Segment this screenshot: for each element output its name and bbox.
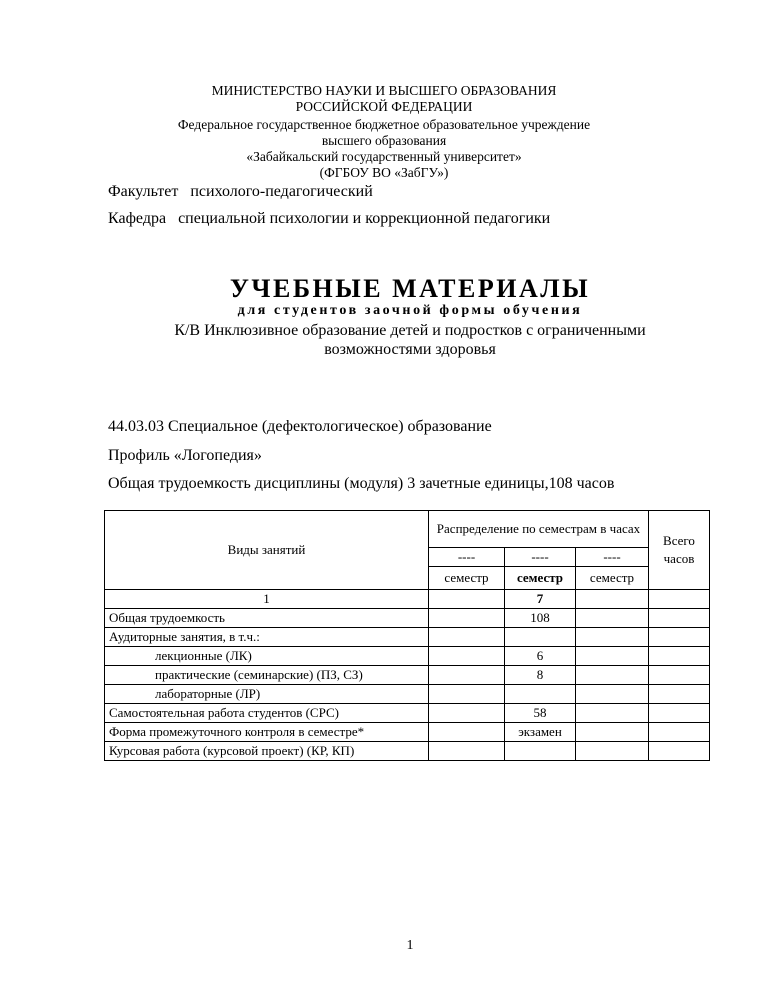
profile-line: Профиль «Логопедия»: [108, 447, 262, 464]
semester-dash: ----: [429, 548, 505, 567]
federation-heading: РОССИЙСКОЙ ФЕДЕРАЦИИ: [295, 99, 473, 114]
row-label: практические (семинарские) (ПЗ, СЗ): [105, 666, 429, 685]
faculty-label: Факультет: [108, 183, 179, 200]
col-total-header: Всего часов: [649, 511, 710, 590]
empty-cell: [649, 609, 710, 628]
empty-cell: [649, 704, 710, 723]
institution-type-line-2: высшего образования: [321, 133, 447, 148]
empty-cell: [649, 742, 710, 761]
program-line: 44.03.03 Специальное (дефектологическое) образование: [108, 418, 492, 435]
empty-cell: [649, 628, 710, 647]
empty-cell: [429, 742, 505, 761]
index-cell: 1: [105, 590, 429, 609]
workload-line: Общая трудоемкость дисциплины (модуля) 3 зачетные единицы,108 часов: [108, 475, 615, 492]
index-cell: 7: [505, 590, 576, 609]
row-value: 6: [505, 647, 576, 666]
row-value: 8: [505, 666, 576, 685]
semester-dash: ----: [576, 548, 649, 567]
university-abbreviation: (ФГБОУ ВО «ЗабГУ»): [319, 165, 449, 180]
empty-cell: [429, 609, 505, 628]
document-subtitle: для студентов заочной формы обучения: [237, 303, 583, 318]
ministry-heading: МИНИСТЕРСТВО НАУКИ И ВЫСШЕГО ОБРАЗОВАНИЯ: [211, 83, 557, 98]
row-value: 108: [505, 609, 576, 628]
row-value: экзамен: [505, 723, 576, 742]
hours-table: [104, 510, 710, 761]
empty-cell: [576, 704, 649, 723]
empty-cell: [576, 609, 649, 628]
table-row: [105, 647, 710, 666]
table-row: [105, 723, 710, 742]
row-label: лекционные (ЛК): [105, 647, 429, 666]
table-row: [105, 685, 710, 704]
course-title-line-2: возможностями здоровья: [324, 341, 496, 358]
faculty-line: [108, 183, 373, 201]
table-header-row: [105, 511, 710, 548]
empty-cell: [649, 666, 710, 685]
table-row: [105, 609, 710, 628]
empty-cell: [649, 723, 710, 742]
course-title-line-1: К/В Инклюзивное образование детей и подростков с ограниченными: [174, 322, 646, 339]
empty-cell: [429, 628, 505, 647]
empty-cell: [649, 685, 710, 704]
row-label: Аудиторные занятия, в т.ч.:: [105, 628, 429, 647]
table-row: [105, 628, 710, 647]
row-label: Форма промежуточного контроля в семестре*: [105, 723, 429, 742]
empty-cell: [429, 704, 505, 723]
department-value: специальной психологии и коррекционной педагогики: [178, 210, 551, 227]
page-number: 1: [406, 938, 414, 953]
empty-cell: [576, 742, 649, 761]
institution-type-line-1: Федеральное государственное бюджетное образовательное учреждение: [177, 117, 591, 132]
empty-cell: [649, 647, 710, 666]
department-line: [108, 210, 550, 228]
row-label: Общая трудоемкость: [105, 609, 429, 628]
empty-cell: [576, 628, 649, 647]
semester-label: семестр: [429, 567, 505, 590]
university-name: «Забайкальский государственный университет»: [246, 149, 522, 164]
empty-cell: [576, 723, 649, 742]
empty-cell: [429, 647, 505, 666]
table-row: [105, 666, 710, 685]
semester-label: семестр: [505, 567, 576, 590]
col-types-header: Виды занятий: [105, 511, 429, 590]
empty-cell: [649, 590, 710, 609]
index-row: [105, 590, 710, 609]
semester-label: семестр: [576, 567, 649, 590]
empty-cell: [429, 666, 505, 685]
row-label: лабораторные (ЛР): [105, 685, 429, 704]
table-row: [105, 742, 710, 761]
col-distribution-header: Распределение по семестрам в часах: [429, 511, 649, 548]
row-value: 58: [505, 704, 576, 723]
table-row: [105, 704, 710, 723]
empty-cell: [576, 685, 649, 704]
empty-cell: [429, 685, 505, 704]
faculty-value: психолого-педагогический: [190, 183, 373, 200]
row-value: [505, 742, 576, 761]
semester-dash: ----: [505, 548, 576, 567]
empty-cell: [576, 666, 649, 685]
empty-cell: [576, 647, 649, 666]
department-label: Кафедра: [108, 210, 167, 227]
document-title: УЧЕБНЫЕ МАТЕРИАЛЫ: [229, 274, 591, 303]
row-label: Самостоятельная работа студентов (СРС): [105, 704, 429, 723]
empty-cell: [576, 590, 649, 609]
row-value: [505, 685, 576, 704]
row-value: [505, 628, 576, 647]
empty-cell: [429, 723, 505, 742]
empty-cell: [429, 590, 505, 609]
row-label: Курсовая работа (курсовой проект) (КР, КП): [105, 742, 429, 761]
